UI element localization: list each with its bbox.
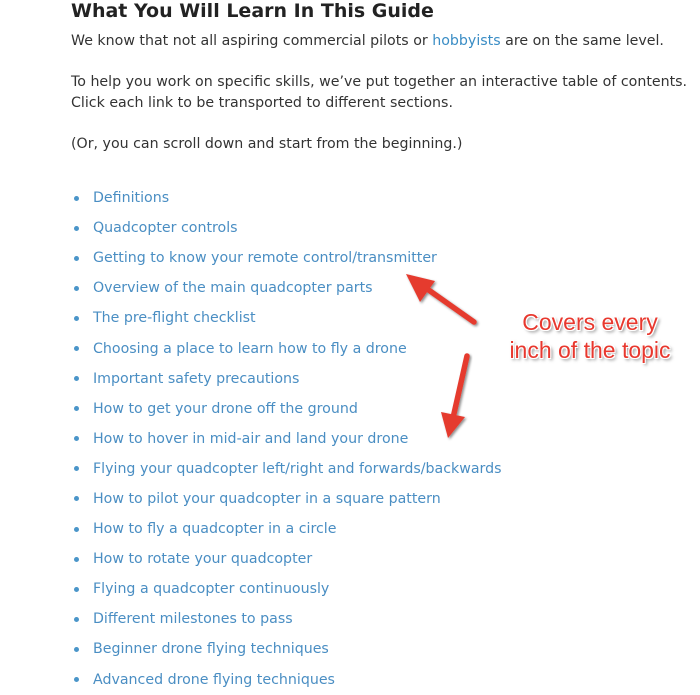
bullet-icon bbox=[74, 406, 79, 411]
toc-link[interactable]: Different milestones to pass bbox=[93, 611, 293, 628]
toc-link[interactable]: Definitions bbox=[93, 190, 170, 207]
toc-link[interactable]: Beginner drone flying techniques bbox=[93, 641, 329, 658]
toc-link[interactable]: Choosing a place to learn how to fly a drone bbox=[93, 340, 407, 357]
toc-list-item bbox=[74, 604, 502, 634]
toc-link[interactable]: How to hover in mid-air and land your drone bbox=[93, 430, 409, 447]
bullet-icon bbox=[74, 226, 79, 231]
toc-link[interactable]: Getting to know your remote control/transmitter bbox=[93, 250, 437, 267]
bullet-icon bbox=[74, 617, 79, 622]
toc-list-item bbox=[74, 364, 502, 394]
bullet-icon bbox=[74, 316, 79, 321]
bullet-icon bbox=[74, 677, 79, 682]
annotation-callout-line-2: inch of the topic bbox=[509, 337, 671, 363]
toc-link[interactable]: The pre-flight checklist bbox=[93, 310, 256, 327]
bullet-icon bbox=[74, 196, 79, 201]
toc-list-item bbox=[74, 394, 502, 424]
toc-list-item bbox=[74, 183, 502, 213]
toc-list-item bbox=[74, 424, 502, 454]
toc-list-item bbox=[74, 544, 502, 574]
toc-link[interactable]: Important safety precautions bbox=[93, 370, 300, 387]
table-of-contents bbox=[74, 183, 502, 695]
bullet-icon bbox=[74, 376, 79, 381]
intro-text-after: are on the same level. bbox=[500, 33, 664, 49]
toc-intro-line-1: To help you work on specific skills, we’ve put together an interactive table of contents. bbox=[71, 74, 688, 90]
bullet-icon bbox=[74, 557, 79, 562]
toc-list-item bbox=[74, 574, 502, 604]
intro-paragraph bbox=[71, 31, 664, 52]
bullet-icon bbox=[74, 466, 79, 471]
scroll-note-paragraph: (Or, you can scroll down and start from the beginning.) bbox=[71, 136, 463, 152]
toc-link[interactable]: Quadcopter controls bbox=[93, 220, 238, 237]
bullet-icon bbox=[74, 286, 79, 291]
bullet-icon bbox=[74, 436, 79, 441]
toc-list-item bbox=[74, 243, 502, 273]
page-heading: What You Will Learn In This Guide bbox=[71, 0, 434, 22]
toc-list-item bbox=[74, 303, 502, 333]
toc-list-item bbox=[74, 333, 502, 363]
toc-intro-paragraph bbox=[71, 72, 687, 114]
toc-link[interactable]: Flying your quadcopter left/right and forwards/backwards bbox=[93, 460, 502, 477]
bullet-icon bbox=[74, 647, 79, 652]
toc-link[interactable]: How to rotate your quadcopter bbox=[93, 551, 313, 568]
toc-link[interactable]: Flying a quadcopter continuously bbox=[93, 581, 330, 598]
toc-list-item bbox=[74, 454, 502, 484]
toc-intro-line-2: Click each link to be transported to different sections. bbox=[71, 95, 453, 111]
bullet-icon bbox=[74, 527, 79, 532]
toc-link[interactable]: How to pilot your quadcopter in a square pattern bbox=[93, 490, 441, 507]
bullet-icon bbox=[74, 346, 79, 351]
toc-list-item bbox=[74, 273, 502, 303]
bullet-icon bbox=[74, 587, 79, 592]
annotation-callout-line-1: Covers every bbox=[522, 309, 658, 335]
toc-list-item bbox=[74, 213, 502, 243]
toc-list-item bbox=[74, 665, 502, 695]
bullet-icon bbox=[74, 256, 79, 261]
intro-text-before: We know that not all aspiring commercial pilots or bbox=[71, 33, 433, 49]
toc-link[interactable]: Overview of the main quadcopter parts bbox=[93, 280, 373, 297]
toc-link[interactable]: How to get your drone off the ground bbox=[93, 400, 358, 417]
toc-link[interactable]: Advanced drone flying techniques bbox=[93, 671, 335, 688]
hobbyists-link[interactable]: hobbyists bbox=[432, 33, 501, 49]
toc-list-item bbox=[74, 514, 502, 544]
toc-link[interactable]: How to fly a quadcopter in a circle bbox=[93, 521, 337, 538]
bullet-icon bbox=[74, 496, 79, 501]
toc-list-item bbox=[74, 484, 502, 514]
toc-list-item bbox=[74, 634, 502, 664]
